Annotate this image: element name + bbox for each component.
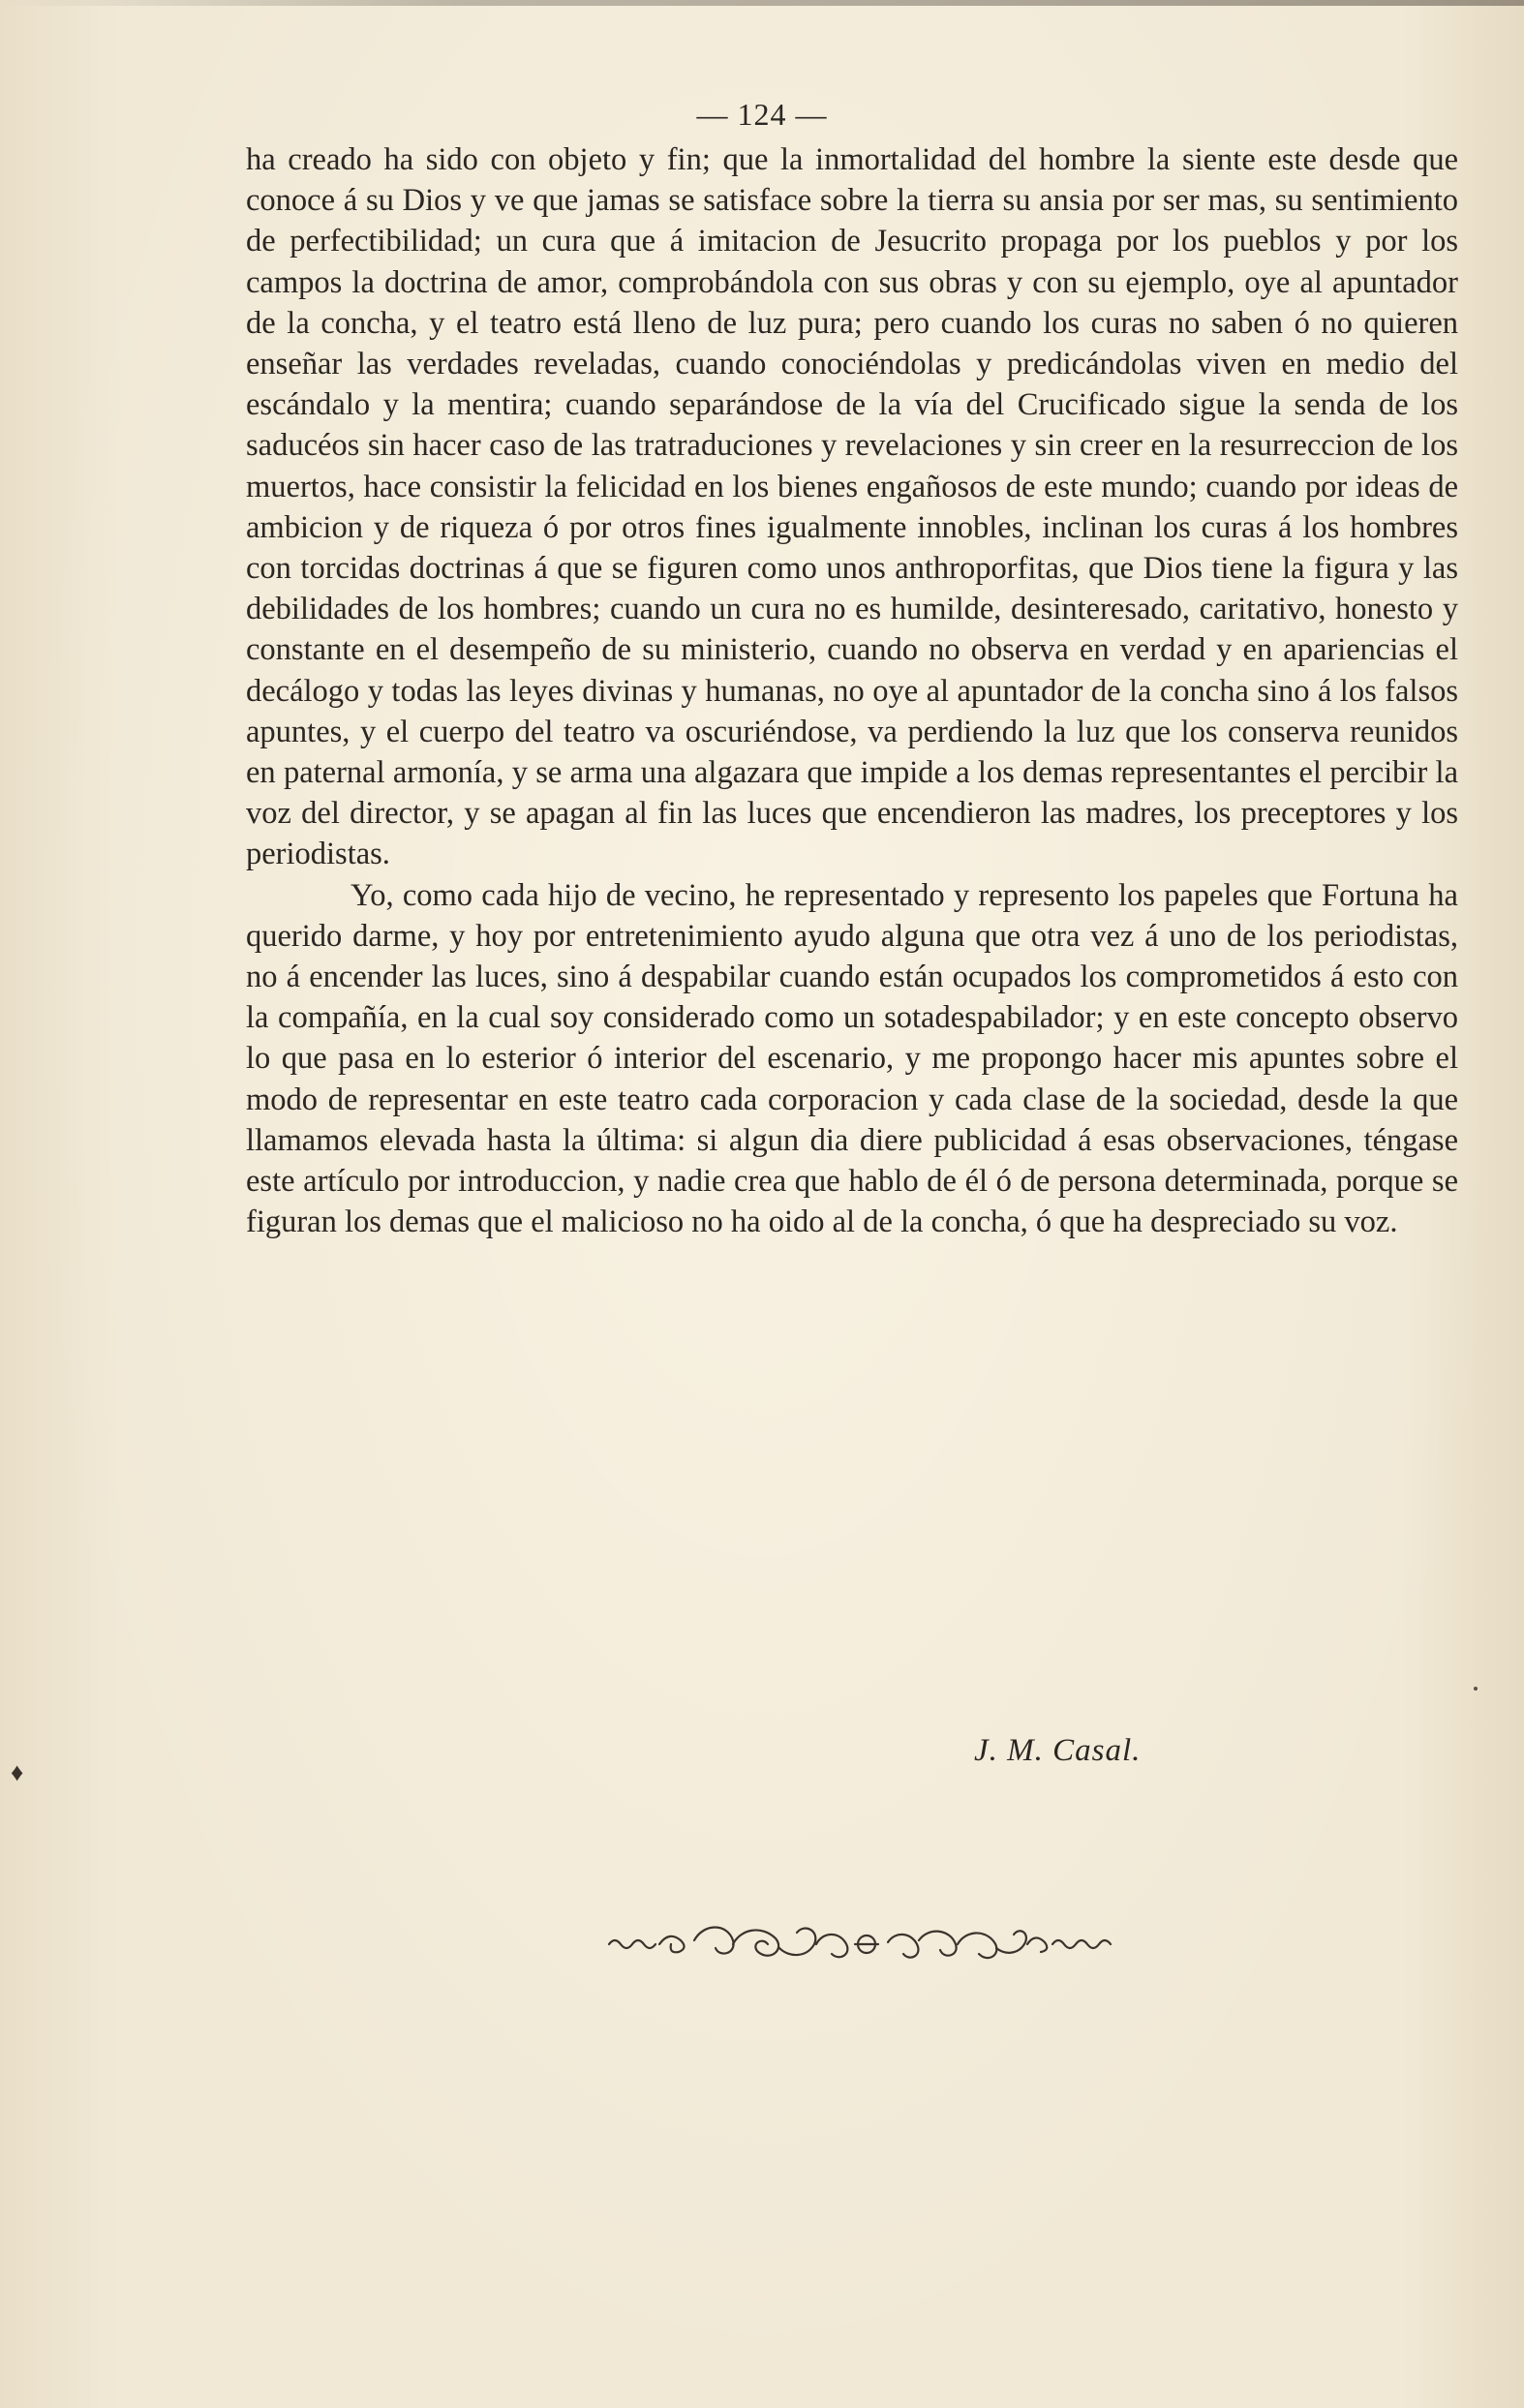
- author-signature: J. M. Casal.: [974, 1733, 1142, 1768]
- page-number: — 124 —: [696, 97, 828, 132]
- paragraph-continuation: ha creado ha sido con objeto y fin; que la inmortalidad del hombre la siente este desde que conoce á su Dios y ve que jamas se satisface sobre la tierra su ansia por ser mas, su sentimiento de perfectibilidad; un cura que á imitacion de Jesucrito propaga por los pueblos y por los campos la doctrina de amor, comprobándola con sus obras y con su ejemplo, oye al apuntador de la concha, y el teatro está lleno de luz pura; pero cuando los curas no saben ó no quieren enseñar las verdades reveladas, cuando conociéndolas y predicándolas viven en medio del escándalo y la mentira; cuando separándose de la vía del Crucificado sigue la senda de los saducéos sin hacer caso de las tratraduciones y revelaciones y sin creer en la resurreccion de los muertos, hace consistir la felicidad en los bienes engañosos de este mundo; cuando por ideas de ambicion y de riqueza ó por otros fines igualmente innobles, inclinan los curas á los hombres con torcidas doctrinas á que se figuren como unos anthroporfitas, que Dios tiene la figura y las debilidades de los hombres; cuando un cura no es humilde, desinteresado, caritativo, honesto y constante en el desempeño de su ministerio, cuando no observa en verdad y en apariencias el decálogo y todas las leyes divinas y humanas, no oye al apuntador de la concha sino á los falsos apuntes, y el cuerpo del teatro va oscuriéndose, va perdiendo la luz que los conserva reunidos en paternal armonía, y se arma una algazara que impide a los demas representantes el percibir la voz del director, y se apagan al fin las luces que encendieron las madres, los preceptores y los periodistas.: [246, 142, 1458, 872]
- paragraph-second: Yo, como cada hijo de vecino, he representado y represento los papeles que Fortuna ha querido darme, y hoy por entretenimiento ayudo alguna que otra vez á uno de los periodistas, no á encender las luces, sino á despabilar cuando están ocupados los comprometidos á esto con la compañía, en la cual soy considerado como un sotadespabilador; y en este concepto observo lo que pasa en lo esterior ó interior del escenario, y me propongo hacer mis apuntes sobre el modo de representar en este teatro cada corporacion y cada clase de la sociedad, desde la que llamamos elevada hasta la última: si algun dia diere publicidad á esas observaciones, téngase este artículo por introduccion, y nadie crea que hablo de él ó de persona determinada, porque se figuran los demas que el malicioso no ha oido al de la concha, ó que ha despreciado su voz.: [246, 877, 1458, 1240]
- margin-speck: [1474, 1687, 1478, 1691]
- margin-mark: ♦: [11, 1758, 24, 1786]
- decorative-scroll-ornament-icon: [605, 1915, 1128, 1973]
- body-text: [246, 139, 1458, 1242]
- page-top-edge: [0, 0, 1524, 6]
